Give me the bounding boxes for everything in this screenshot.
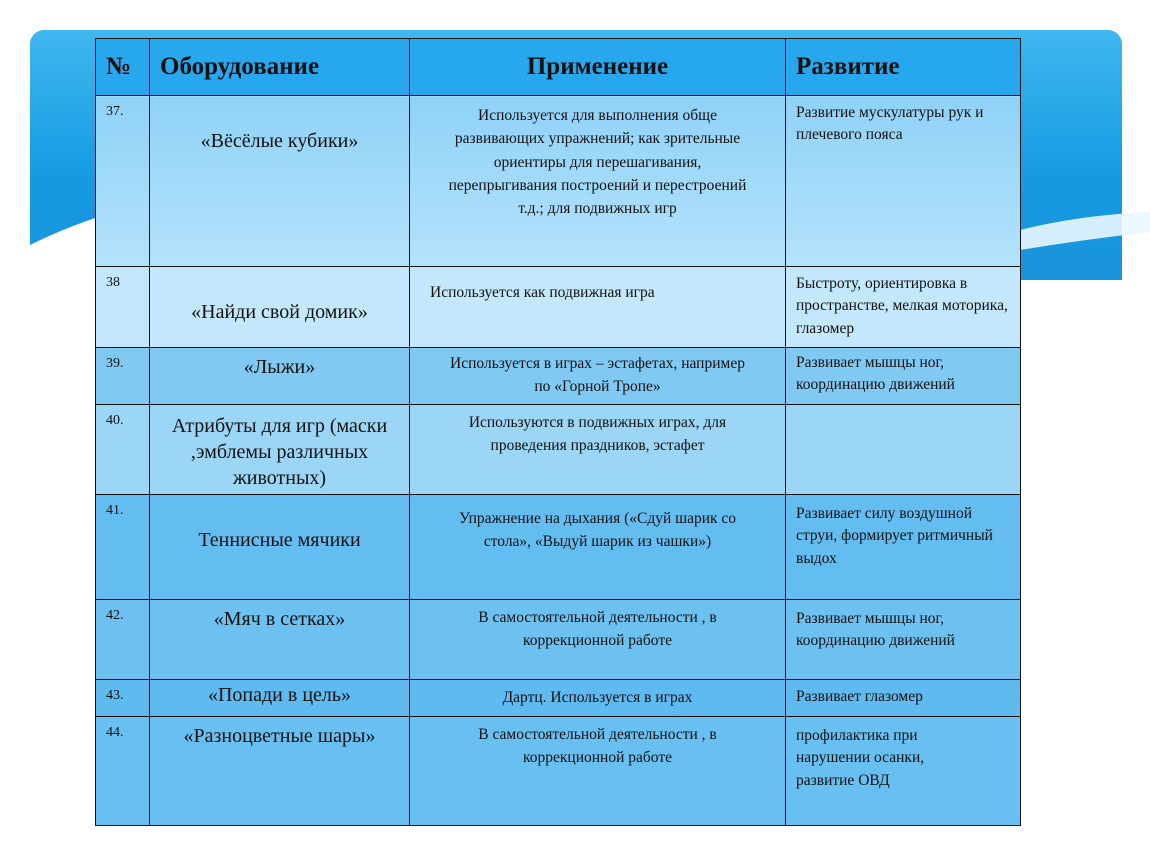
equipment-table-wrap: [95, 38, 1020, 825]
table-row: [96, 267, 1021, 348]
row-development: [786, 405, 1021, 495]
row-development: Развитие мускулатуры рук и плечевого пояса: [786, 96, 1021, 267]
table-row: [96, 680, 1021, 717]
row-num: 40.: [96, 405, 150, 495]
header-equipment: Оборудование: [150, 39, 410, 96]
row-num: 43.: [96, 680, 150, 717]
row-equipment: «Разноцветные шары»: [150, 717, 410, 826]
row-equipment: Атрибуты для игр (маски ,эмблемы различных животных): [150, 405, 410, 495]
row-use: Упражнение на дыхания («Сдуй шарик со стола», «Выдуй шарик из чашки»): [410, 495, 786, 600]
row-use: Используется как подвижная игра: [410, 267, 786, 348]
row-development: профилактика при нарушении осанки, развитие ОВД: [786, 717, 1021, 826]
swoosh-right-2: [1020, 282, 1122, 318]
table-row: [96, 495, 1021, 600]
row-use: Используются в подвижных играх, для проведения праздников, эстафет: [410, 405, 786, 495]
table-row: [96, 600, 1021, 680]
row-num: 38: [96, 267, 150, 348]
row-equipment: «Лыжи»: [150, 348, 410, 405]
header-row: [96, 39, 1021, 96]
table-row: [96, 348, 1021, 405]
row-use: В самостоятельной деятельности , в коррекционной работе: [410, 717, 786, 826]
row-num: 39.: [96, 348, 150, 405]
row-development: Развивает силу воздушной струи, формирует ритмичный выдох: [786, 495, 1021, 600]
table-row: [96, 717, 1021, 826]
equipment-table: [95, 38, 1021, 826]
row-development: Быстроту, ориентировка в пространстве, мелкая моторика, глазомер: [786, 267, 1021, 348]
row-num: 37.: [96, 96, 150, 267]
row-num: 42.: [96, 600, 150, 680]
header-development: Развитие: [786, 39, 1021, 96]
row-num: 41.: [96, 495, 150, 600]
row-development: Развивает мышцы ног, координацию движений: [786, 348, 1021, 405]
row-use: Дартц. Используется в играх: [410, 680, 786, 717]
row-development: Развивает глазомер: [786, 680, 1021, 717]
row-equipment: «Попади в цель»: [150, 680, 410, 717]
table-row: [96, 96, 1021, 267]
swoosh-right: [1020, 212, 1150, 250]
row-equipment: Теннисные мячики: [150, 495, 410, 600]
row-equipment: «Найди свой домик»: [150, 267, 410, 348]
row-num: 44.: [96, 717, 150, 826]
row-equipment: «Мяч в сетках»: [150, 600, 410, 680]
table-row: [96, 405, 1021, 495]
row-development: Развивает мышцы ног, координацию движений: [786, 600, 1021, 680]
row-equipment: «Вёсёлые кубики»: [150, 96, 410, 267]
row-use: Используется в играх – эстафетах, например по «Горной Тропе»: [410, 348, 786, 405]
header-use: Применение: [410, 39, 786, 96]
row-use: В самостоятельной деятельности , в коррекционной работе: [410, 600, 786, 680]
row-use: Используется для выполнения обще развивающих упражнений; как зрительные ориентиры для перешагивания, перепрыгивания построений и перестроений т.д.; для подвижных игр: [410, 96, 786, 267]
header-num: №: [96, 39, 150, 96]
